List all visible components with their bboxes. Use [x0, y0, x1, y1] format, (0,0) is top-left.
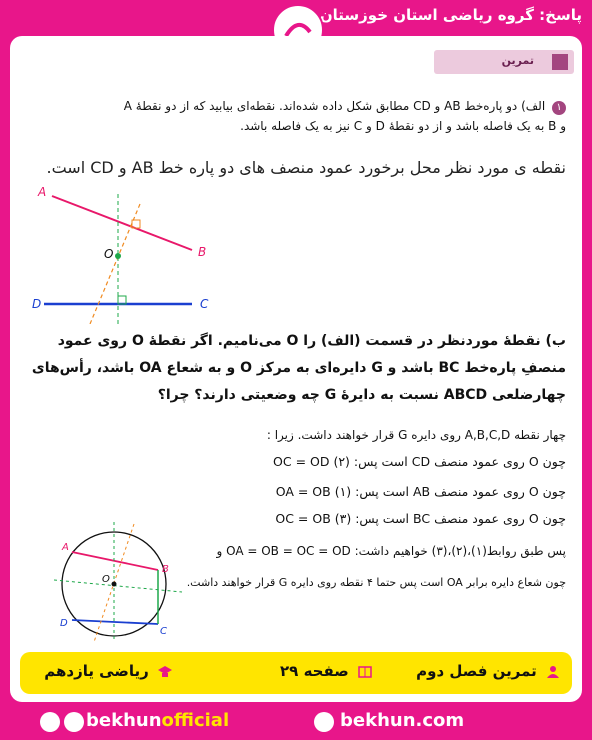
- book-icon: [358, 666, 372, 678]
- answer-line-4: چون O روی عمود منصف BC است پس: OC = OB (۳): [275, 511, 566, 526]
- exercise-tab: [434, 50, 574, 74]
- graduation-cap-icon: [158, 666, 172, 678]
- answer-line-5: پس طبق روابط(۱)،(۲)،(۳) خواهیم داشت: OA = OB = OC = OD و: [216, 544, 566, 558]
- fig1-label-b: B: [198, 245, 207, 259]
- footer-chapter-label: تمرین فصل دوم: [416, 662, 537, 680]
- fig1-label-a: A: [38, 185, 47, 199]
- fig2-label-o: O: [102, 574, 110, 585]
- answer-line-2: چون O روی عمود منصف CD است پس: OC = OD (۲): [273, 454, 566, 469]
- exercise-number: ۱: [552, 101, 566, 115]
- fig1-label-d: D: [32, 297, 42, 311]
- header-title: پاسخ: گروه ریاضی استان خوزستان: [319, 6, 582, 24]
- social-handle[interactable]: [86, 710, 229, 731]
- social-handle-suffix: official: [161, 710, 230, 731]
- instagram-icon[interactable]: [64, 712, 84, 732]
- telegram-icon[interactable]: [40, 712, 60, 732]
- content-card: [10, 36, 582, 702]
- fig2-label-d: D: [60, 618, 68, 629]
- answer-line-6: چون شعاع دایره برابر OA است پس حتما ۴ نقطه روی دایره G قرار خواهند داشت.: [186, 576, 566, 589]
- bottom-social-bar: [0, 704, 592, 740]
- part-a-handwritten-answer: نقطه ی مورد نظر محل برخورد عمود منصف های دو پاره خط AB و CD است.: [46, 158, 566, 177]
- fig2-label-c: C: [160, 626, 167, 637]
- part-b-question: ب) نقطهٔ موردنظر در قسمت (الف) را O می‌نامیم. اگر نقطهٔ O روی عمود منصفِ پاره‌خط BC باشد و G دایره‌ای به مرکز O و به شعاع OA باشد، رأس‌های چهارضلعی ABCD نسبت به دایرهٔ G چه وضعیتی دارند؟ چرا؟: [31, 333, 566, 403]
- exercise-tab-label: تمرین: [501, 54, 534, 67]
- header-title-group: [300, 6, 582, 24]
- footer-grade: [44, 662, 172, 680]
- website-link[interactable]: bekhun.com: [340, 710, 465, 731]
- part-a-text: [26, 96, 566, 136]
- footer-page: [280, 662, 372, 680]
- part-a-line2: و B به یک فاصله باشد و از دو نقطهٔ D و C نیز به یک فاصله باشد.: [240, 119, 566, 133]
- answer-line-1: چهار نقطه A,B,C,D روی دایره G قرار خواهند داشت. زیرا :: [266, 428, 566, 442]
- exercise-tab-square: [552, 54, 568, 70]
- person-icon: [546, 666, 560, 678]
- figure-circle-g: [54, 522, 184, 642]
- footer-page-label: صفحه ۲۹: [280, 662, 349, 680]
- part-a-line1: الف) دو پاره‌خط AB و CD مطابق شکل داده شده‌اند. نقطه‌ای بیابید که از دو نقطهٔ A: [123, 99, 546, 113]
- footer-banner: [20, 652, 572, 694]
- fig1-label-o: O: [104, 247, 114, 261]
- fig2-label-a: A: [62, 542, 69, 553]
- footer-chapter: [416, 662, 560, 680]
- globe-icon[interactable]: [314, 712, 334, 732]
- answer-line-3: چون O روی عمود منصف AB است پس: OA = OB (۱): [275, 484, 566, 499]
- figure-segments-ab-cd: [32, 184, 222, 324]
- social-handle-prefix: bekhun: [86, 710, 162, 731]
- footer-grade-label: ریاضی یازدهم: [44, 662, 149, 680]
- fig2-label-b: B: [162, 564, 169, 575]
- fig1-label-c: C: [200, 297, 209, 311]
